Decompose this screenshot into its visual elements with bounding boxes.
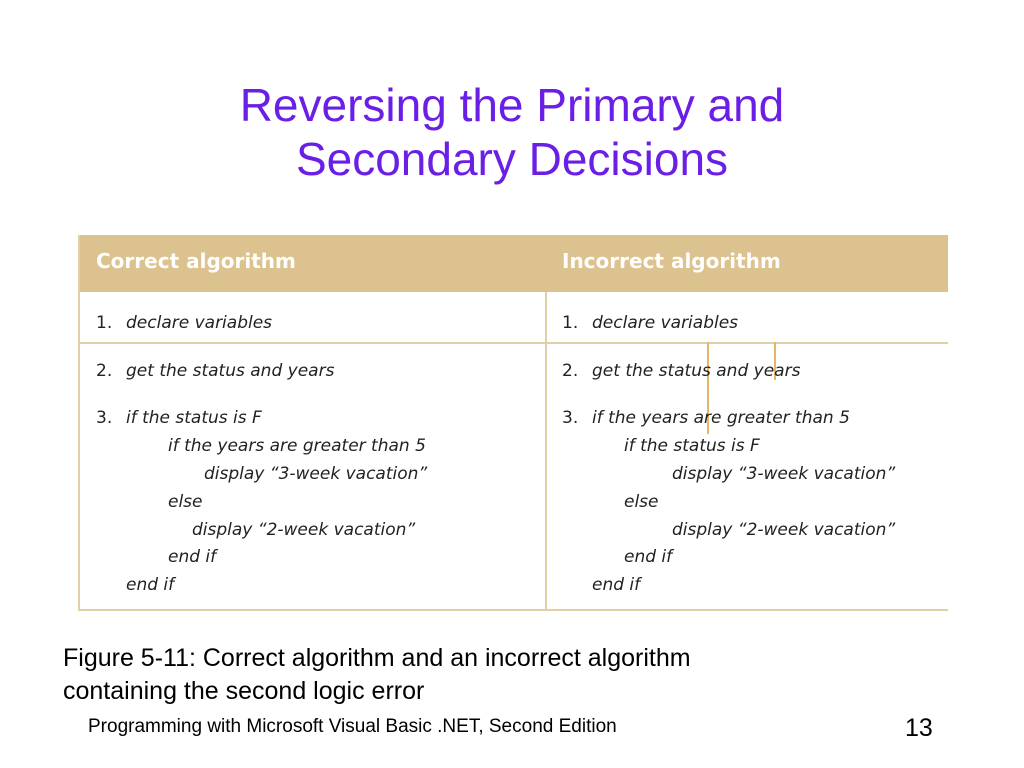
step-number: 3. bbox=[96, 408, 113, 428]
incorrect-step-2 bbox=[562, 361, 800, 381]
correct-step-2 bbox=[96, 361, 334, 381]
page-number: 13 bbox=[905, 714, 933, 742]
algorithm-figure bbox=[78, 235, 948, 611]
incorrect-line-4: if the status is F bbox=[624, 436, 760, 456]
step-text: declare variables bbox=[592, 313, 739, 333]
incorrect-line-6: else bbox=[624, 492, 659, 512]
footer-text: Programming with Microsoft Visual Basic .NET, Second Edition bbox=[88, 716, 617, 737]
slide-title-line-2: Secondary Decisions bbox=[295, 133, 729, 185]
correct-line-5: display “3-week vacation” bbox=[204, 464, 428, 484]
correct-line-8: end if bbox=[168, 547, 217, 567]
step-text: declare variables bbox=[126, 313, 273, 333]
slide-title-line-1: Reversing the Primary and bbox=[239, 79, 785, 131]
step-text: get the status and years bbox=[592, 361, 801, 381]
caption-line-2: containing the second logic error bbox=[63, 677, 425, 705]
correct-line-7: display “2-week vacation” bbox=[192, 520, 416, 540]
figure-caption bbox=[63, 642, 963, 708]
step-number: 2. bbox=[562, 361, 579, 381]
slide-title bbox=[0, 78, 1024, 186]
step-number: 1. bbox=[96, 313, 113, 333]
incorrect-line-9: end if bbox=[592, 575, 641, 595]
incorrect-line-7: display “2-week vacation” bbox=[672, 520, 896, 540]
correct-step-1 bbox=[96, 313, 272, 333]
correct-step-3 bbox=[96, 408, 262, 428]
correct-line-4: if the years are greater than 5 bbox=[168, 436, 426, 456]
correct-line-9: end if bbox=[126, 575, 175, 595]
incorrect-line-8: end if bbox=[624, 547, 673, 567]
step-number: 2. bbox=[96, 361, 113, 381]
step-number: 1. bbox=[562, 313, 579, 333]
correct-algorithm-header: Correct algorithm bbox=[96, 249, 296, 273]
step-text: if the status is F bbox=[126, 408, 262, 428]
correct-line-6: else bbox=[168, 492, 203, 512]
incorrect-algorithm-header: Incorrect algorithm bbox=[562, 249, 781, 273]
row-divider bbox=[80, 342, 948, 344]
incorrect-line-5: display “3-week vacation” bbox=[672, 464, 896, 484]
step-number: 3. bbox=[562, 408, 579, 428]
incorrect-step-1 bbox=[562, 313, 738, 333]
step-text: get the status and years bbox=[126, 361, 335, 381]
incorrect-step-3 bbox=[562, 408, 850, 428]
caption-line-1: Figure 5-11: Correct algorithm and an incorrect algorithm bbox=[63, 644, 691, 672]
figure-header-bar bbox=[80, 235, 948, 292]
step-text: if the years are greater than 5 bbox=[592, 408, 850, 428]
column-divider bbox=[545, 292, 547, 611]
